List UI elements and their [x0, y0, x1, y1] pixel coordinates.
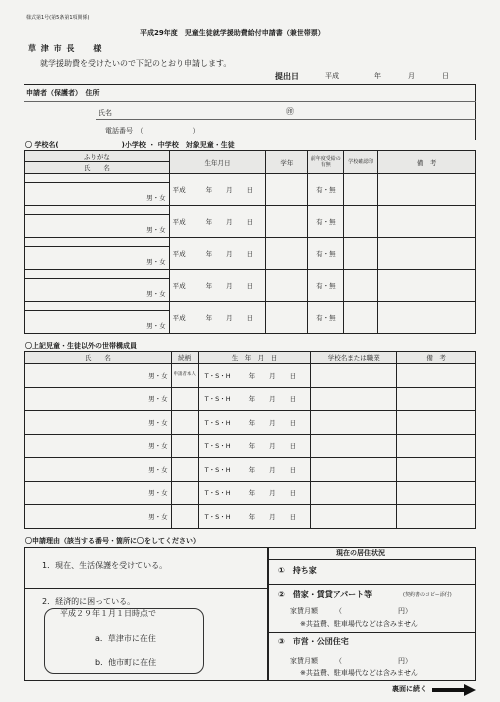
member-birth-header: 生 年 月 日	[198, 352, 311, 364]
student-check-cell	[344, 206, 378, 238]
member-remarks-cell[interactable]	[397, 411, 476, 435]
member-name-cell[interactable]: 男・女	[25, 387, 172, 411]
student-name-cell[interactable]: 男・女	[25, 215, 170, 238]
addressee: 草 津 市 長 様	[28, 44, 103, 53]
member-remarks-cell[interactable]	[397, 364, 476, 388]
student-remarks-cell[interactable]	[378, 206, 476, 238]
members-section-title: 〇上記児童・生徒以外の世帯構成員	[25, 342, 137, 350]
member-birth-cell[interactable]: T・S・H 年 月 日	[198, 434, 311, 458]
student-birth-cell[interactable]: 平成 年 月 日	[169, 302, 266, 334]
student-aid-cell[interactable]: 有・無	[308, 174, 344, 206]
residence-opt2-note: (契約書のコピー添付)	[403, 592, 452, 598]
student-aid-cell[interactable]: 有・無	[308, 302, 344, 334]
student-birth-cell[interactable]: 平成 年 月 日	[169, 270, 266, 302]
member-school-job-cell[interactable]	[311, 458, 397, 482]
member-name-cell[interactable]: 男・女	[25, 434, 172, 458]
rent-label-2: 家賃月額	[290, 657, 318, 665]
students-table	[24, 150, 476, 334]
member-birth-cell[interactable]: T・S・H 年 月 日	[198, 411, 311, 435]
student-remarks-cell[interactable]	[378, 174, 476, 206]
member-school-job-cell[interactable]	[311, 364, 397, 388]
student-remarks-cell[interactable]	[378, 238, 476, 270]
student-furigana-cell[interactable]	[25, 302, 170, 311]
member-row	[25, 434, 476, 458]
grade-header: 学年	[266, 151, 308, 174]
submission-era: 平成	[325, 72, 339, 80]
member-remarks-header: 備 考	[397, 352, 476, 364]
member-relation-cell[interactable]	[171, 434, 198, 458]
student-check-cell	[344, 270, 378, 302]
member-birth-cell[interactable]: T・S・H 年 月 日	[198, 364, 311, 388]
name-header: 氏 名	[25, 162, 170, 174]
student-row	[25, 238, 476, 247]
student-grade-cell[interactable]	[266, 270, 308, 302]
student-check-cell	[344, 302, 378, 334]
rent-amount-2: （ 円）	[335, 657, 412, 665]
student-aid-cell[interactable]: 有・無	[308, 270, 344, 302]
student-furigana-cell[interactable]	[25, 270, 170, 279]
furigana-header: ふりがな	[25, 151, 170, 162]
student-aid-cell[interactable]: 有・無	[308, 206, 344, 238]
student-birth-cell[interactable]: 平成 年 月 日	[169, 206, 266, 238]
student-name-cell[interactable]: 男・女	[25, 183, 170, 206]
applicant-header: 申請者（保護者） 住所	[26, 89, 100, 97]
student-grade-cell[interactable]	[266, 174, 308, 206]
residence-opt1: ① 持ち家	[278, 566, 317, 575]
student-row	[25, 174, 476, 183]
student-name-cell[interactable]: 男・女	[25, 279, 170, 302]
birth-header: 生年月日	[169, 151, 266, 174]
member-name-header: 氏 名	[25, 352, 172, 364]
student-row	[25, 206, 476, 215]
member-birth-cell[interactable]: T・S・H 年 月 日	[198, 481, 311, 505]
remarks-header: 備 考	[378, 151, 476, 174]
applicant-phone-label: 電話番号 （ ）	[105, 127, 200, 135]
member-relation-cell[interactable]	[171, 387, 198, 411]
reason-title: 〇申請理由（該当する番号・箇所に〇をしてください）	[25, 537, 200, 545]
student-remarks-cell[interactable]	[378, 270, 476, 302]
applicant-name-label: 氏名	[98, 109, 112, 117]
member-remarks-cell[interactable]	[397, 434, 476, 458]
form-code: 様式第1号(第5条第1項関係)	[26, 15, 90, 21]
member-row	[25, 364, 476, 388]
member-school-job-cell[interactable]	[311, 434, 397, 458]
member-school-job-cell[interactable]	[311, 387, 397, 411]
rent-amount-1: （ 円）	[335, 607, 412, 615]
member-birth-cell[interactable]: T・S・H 年 月 日	[198, 505, 311, 529]
student-birth-cell[interactable]: 平成 年 月 日	[169, 238, 266, 270]
member-row	[25, 505, 476, 529]
submission-year: 年	[374, 72, 381, 80]
student-grade-cell[interactable]	[266, 238, 308, 270]
member-birth-cell[interactable]: T・S・H 年 月 日	[198, 458, 311, 482]
student-row	[25, 302, 476, 311]
member-relation-cell[interactable]	[171, 481, 198, 505]
student-row	[25, 270, 476, 279]
member-birth-cell[interactable]: T・S・H 年 月 日	[198, 387, 311, 411]
member-name-cell[interactable]: 男・女	[25, 458, 172, 482]
member-row	[25, 387, 476, 411]
member-relation-cell[interactable]: 申請者本人	[171, 364, 198, 388]
member-name-cell[interactable]: 男・女	[25, 481, 172, 505]
member-remarks-cell[interactable]	[397, 505, 476, 529]
student-furigana-cell[interactable]	[25, 174, 170, 183]
arrow-right-icon	[432, 684, 476, 696]
student-furigana-cell[interactable]	[25, 238, 170, 247]
member-relation-cell[interactable]	[171, 505, 198, 529]
member-row	[25, 481, 476, 505]
members-table	[24, 351, 476, 529]
student-check-cell	[344, 238, 378, 270]
student-grade-cell[interactable]	[266, 302, 308, 334]
rent-note-1: ※共益費、駐車場代などは含みません	[300, 620, 418, 628]
students-section-title: 〇 学校名( )小学校 ・ 中学校 対象児童・生徒	[25, 141, 235, 149]
member-name-cell[interactable]: 男・女	[25, 411, 172, 435]
seal-mark: ㊞	[286, 107, 294, 116]
relation-header: 続柄	[171, 352, 198, 364]
submission-day: 日	[442, 72, 449, 80]
continue-text: 裏面に続く	[392, 685, 427, 693]
student-remarks-cell[interactable]	[378, 302, 476, 334]
submission-label: 提出日	[275, 72, 299, 81]
submission-month: 月	[408, 72, 415, 80]
member-name-cell[interactable]: 男・女	[25, 364, 172, 388]
member-row	[25, 411, 476, 435]
reason-item-2: 2．経済的に困っている。	[42, 597, 136, 606]
reason-item-2-b: b．他市町に在住	[95, 658, 157, 667]
reason-item-1: 1．現在、生活保護を受けている。	[42, 561, 168, 570]
member-school-job-cell[interactable]	[311, 411, 397, 435]
student-birth-cell[interactable]: 平成 年 月 日	[169, 174, 266, 206]
school-check-header: 学校確認印	[344, 151, 378, 174]
prev-aid-header: 前年度受給の有無	[308, 151, 344, 174]
residence-opt2: ② 借家・賃貸アパート等	[278, 590, 373, 599]
student-name-cell[interactable]: 男・女	[25, 247, 170, 270]
student-furigana-cell[interactable]	[25, 206, 170, 215]
student-grade-cell[interactable]	[266, 206, 308, 238]
school-job-header: 学校名または職業	[311, 352, 397, 364]
intro-text: 就学援助費を受けたいので下記のとおり申請します。	[40, 59, 232, 68]
member-name-cell[interactable]: 男・女	[25, 505, 172, 529]
rent-note-2: ※共益費、駐車場代などは含みません	[300, 669, 418, 677]
reason-item-2-date: 平成２９年１月１日時点で	[60, 609, 156, 618]
member-school-job-cell[interactable]	[311, 505, 397, 529]
member-remarks-cell[interactable]	[397, 458, 476, 482]
rent-label-1: 家賃月額	[290, 607, 318, 615]
form-title: 平成29年度 児童生徒就学援助費給付申請書（兼世帯票）	[140, 29, 325, 37]
student-aid-cell[interactable]: 有・無	[308, 238, 344, 270]
member-row	[25, 458, 476, 482]
member-relation-cell[interactable]	[171, 411, 198, 435]
member-relation-cell[interactable]	[171, 458, 198, 482]
member-remarks-cell[interactable]	[397, 387, 476, 411]
student-name-cell[interactable]: 男・女	[25, 311, 170, 334]
member-remarks-cell[interactable]	[397, 481, 476, 505]
student-check-cell	[344, 174, 378, 206]
residence-title: 現在の居住状況	[336, 549, 385, 557]
reason-item-2-a: a．草津市に在住	[95, 634, 156, 643]
residence-opt3: ③ 市営・公団住宅	[278, 637, 349, 646]
member-school-job-cell[interactable]	[311, 481, 397, 505]
